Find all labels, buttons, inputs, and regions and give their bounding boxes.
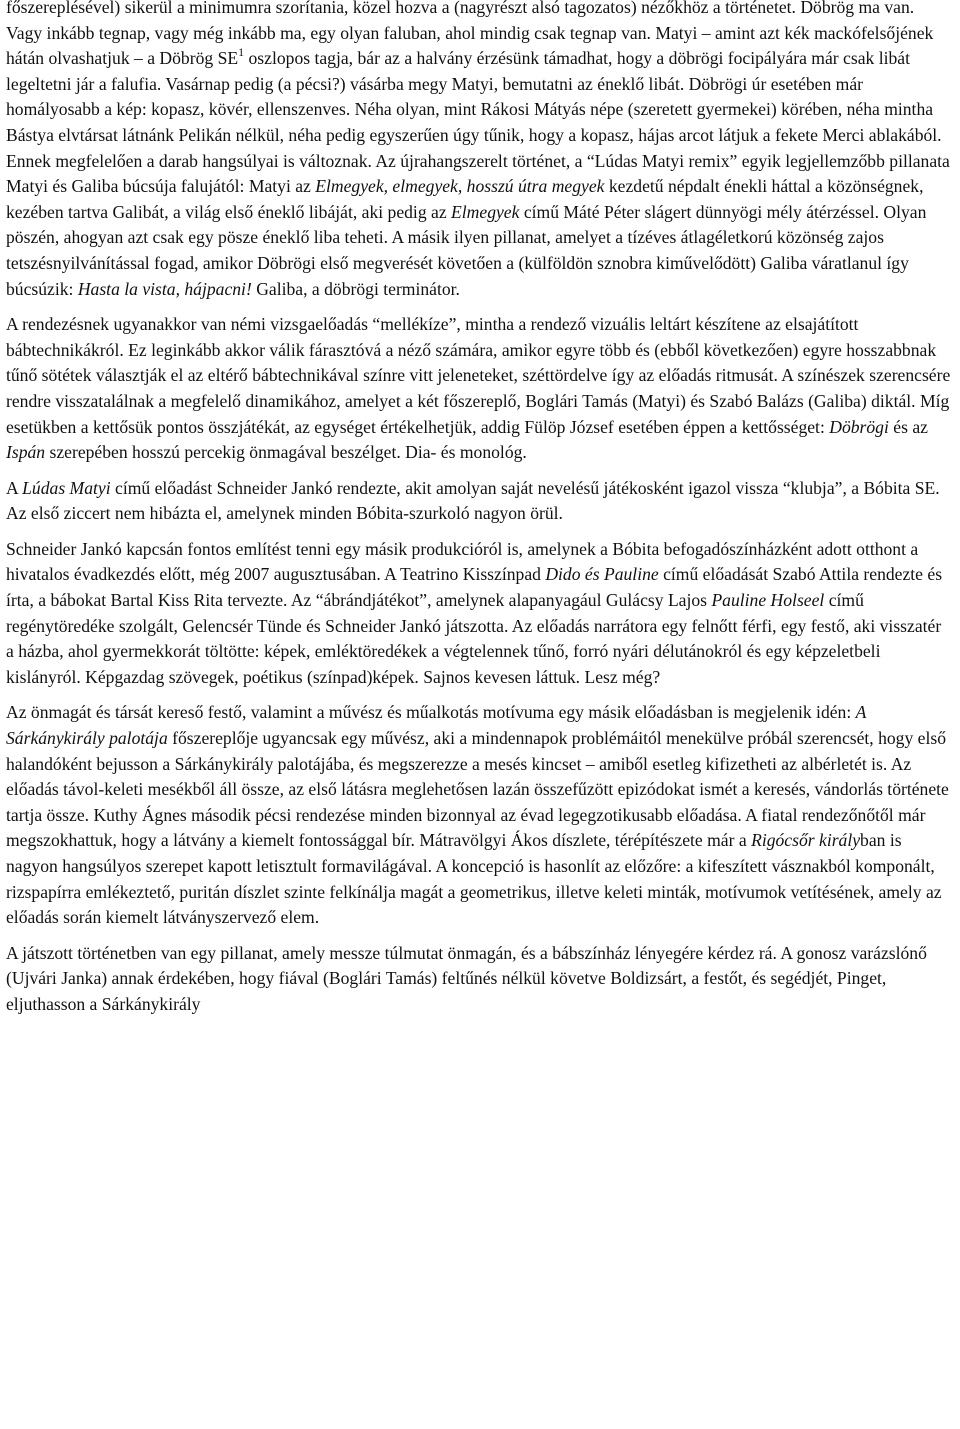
text-run: című regénytöredéke szolgált, Gelencsér Tünde és Schneider Jankó játszotta. Az előadás narrátora egy felnőtt férfi, egy festő, aki visszatér a házba, ahol gyermekkorát töltötte: képek, emléktöredékek a végtelennek tűnő, forró nyári délutánokról és egy képzeletbeli kislányról. Képgazdag szövegek, poétikus (színpad)képek. Sajnos kevesen láttuk. Lesz még? (6, 590, 942, 687)
text-run: Schneider Jankó kapcsán fontos említést tenni egy másik produkcióról is, amelynek a Bóbita befogadószínházként adott otthont a hivatalos évadkezdés előtt, még 2007 augusztusában. A Teatrino Kisszínpad (6, 538, 919, 585)
text-run: című előadást Schneider Jankó rendezte, akit amolyan saját nevelésű játékosként igazol vissza “klubja”, a Bóbita SE. Az első ziccert nem hibázta el, amelynek minden Bóbita-szurkoló nagyon örül. (6, 477, 940, 524)
italic-title: Ispán (6, 442, 46, 463)
text-run: A játszott történetben van egy pillanat, amely messze túlmutat önmagán, és a bábszínház lényegére kérdez rá. A gonosz varázslónő (Ujvári Janka) annak érdekében, hogy fiával (Boglári Tamás) feltűnés nélkül követve Boldizsárt, a festőt, és segédjét, Pinget, eljuthasson a Sárkánykirály (6, 942, 927, 1014)
italic-title: Döbrögi (829, 416, 889, 437)
text-run: A rendezésnek ugyanakkor van némi vizsgaelőadás “mellékíze”, mintha a rendező vizuális leltárt készítene az elsajátított bábtechnikákról. Ez leginkább akkor válik fárasztóvá a néző számára, amikor egyre több és (ebből következően) egyre hosszabbnak tűnő sötétek választják el az eltérő bábtechnikával színre vitt jeleneteket, széttördelve így az előadás ritmusát. A színészek szerencsére rendre visszatalálnak a megfelelő dinamikához, amelyet a két főszereplő, Boglári Tamás (Matyi) és Szabó Balázs (Galiba) diktál. Míg esetükben a kettősük pontos összjátékát, az egységet értékelhetjük, addig Fülöp József esetében éppen a kettősséget: (6, 314, 951, 437)
italic-title: Pauline Holseel (711, 590, 825, 611)
text-run: Az önmagát és társát kereső festő, valamint a művész és műalkotás motívuma egy másik előadásban is megjelenik idén: (6, 702, 856, 723)
text-run: Galiba, a döbrögi terminátor. (251, 278, 460, 299)
text-run: főszereplője ugyancsak egy művész, aki a mindennapok problémáitól menekülve próbál szerencsét, hogy első halandóként bejusson a Sárkánykirály palotájába, és megszerezze a mesés kincset – amiből esetleg kifizetheti az albérletét is. Az előadás távol-keleti mesékből áll össze, az első látásra meglehetősen lazán összefűzött epizódokat ismét a keresés, vándorlás története tartja össze. Kuthy Ágnes második pécsi rendezése minden bizonnyal az évad legegzotikusabb előadása. A fiatal rendezőnőtől már megszokhattuk, hogy a látvány a kiemelt fontossággal bír. Mátravölgyi Ákos díszlete, térépítészete már a (6, 728, 949, 851)
italic-title: Hasta la vista, hájpacni! (77, 278, 252, 299)
text-run: és az (888, 416, 928, 437)
paragraph-4 (6, 537, 952, 691)
text-run: szerepében hosszú percekig önmagával beszélget. Dia- és monológ. (45, 442, 527, 463)
text-run: főszereplésével) sikerül a minimumra szorítania, közel hozva a (nagyrészt alsó tagozatos) nézőkhöz a történetet. Döbrög ma van. Vagy inkább tegnap, vagy még inkább ma, egy olyan faluban, ahol mindig csak tegnap van. Matyi – amint azt kék mackófelsőjének hátán olvashatjuk – a Döbrög SE (6, 0, 934, 69)
text-run: ban is nagyon hangsúlyos szerepet kapott letisztult formavilágával. A koncepció is hasonlít az előzőre: a kifeszített vásznakból komponált, rizspapírra emlékeztető, puritán díszlet szinte felkínálja magát a geometrikus, illetve keleti minták, motívumok vetítésének, amely az előadás során kiemelt látványszervező elem. (6, 830, 942, 928)
text-run: kezdetű népdalt énekli háttal a közönségnek, kezében tartva Galibát, a világ első éneklő libáját, aki pedig az (6, 176, 924, 222)
italic-title: Dido és Pauline (545, 564, 659, 585)
italic-title: Elmegyek (451, 201, 520, 222)
paragraph-1 (6, 0, 952, 302)
paragraph-2 (6, 312, 952, 466)
italic-title: Lúdas Matyi (22, 477, 111, 498)
paragraph-3 (6, 476, 952, 527)
text-run: című előadását Szabó Attila rendezte és írta, a bábokat Bartal Kiss Rita tervezte. Az “ábrándjátékot”, amelynek alapanyagául Gulácsy Lajos (6, 564, 943, 611)
text-run: című Máté Péter slágert dünnyögi mély átérzéssel. Olyan pöszén, ahogyan azt csak egy pösze éneklő liba teheti. A másik ilyen pillanat, amelyet a tízéves átlagéletkorú közönség zajos tetszésnyilvánítással fogad, amikor Döbrögi első megverését követően a (külföldön sznobra kiművelődött) Galiba váratlanul így búcsúzik: (6, 201, 927, 299)
footnote-ref: 1 (238, 45, 245, 60)
text-run: oszlopos tagja, bár az a halvány érzésünk támadhat, hogy a döbrögi focipályára már csak libát legeltetni jár a falufia. Vasárnap pedig (a pécsi?) vásárba megy Matyi, bemutatni az éneklő libát. Döbrögi úr esetében már homályosabb a kép: kopasz, kövér, ellenszenves. Néha olyan, mint Rákosi Mátyás népe (szeretett gyermekei) körében, néha mintha Bástya elvtársat látnánk Pelikán nélkül, néha pedig egyszerűen úgy tűnik, hogy a kopasz, hájas arcot látjuk a fekete Merci ablakából. Ennek megfelelően a darab hangsúlyai is változnak. Az újrahangszerelt történet, a “Lúdas Matyi remix” egyik legjellemzőbb pillanata Matyi és Galiba búcsúja falujától: Matyi az (6, 48, 950, 197)
text-run: A (6, 477, 23, 498)
paragraph-5 (6, 700, 952, 930)
paragraph-6 (6, 941, 952, 1018)
italic-title: Elmegyek, elmegyek, hosszú útra megyek (315, 176, 605, 197)
italic-title: Rigócsőr király (751, 830, 861, 851)
italic-title: A Sárkánykirály palotája (6, 702, 867, 749)
